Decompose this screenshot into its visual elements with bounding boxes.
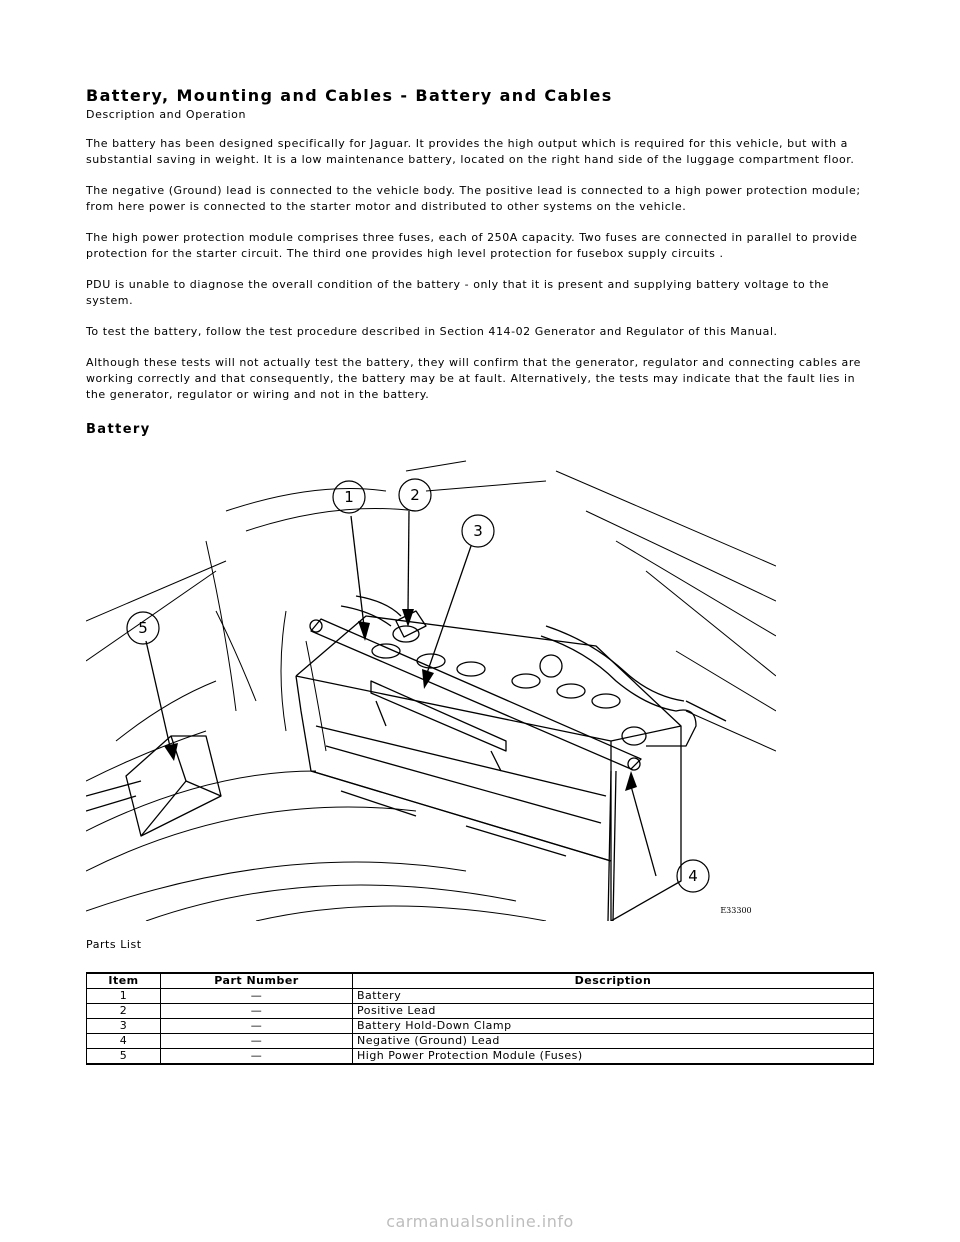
part-number-cell: — bbox=[161, 1004, 353, 1019]
callout-4: 4 bbox=[688, 867, 698, 885]
description-cell: Positive Lead bbox=[353, 1004, 874, 1019]
item-cell: 1 bbox=[87, 989, 161, 1004]
item-cell: 3 bbox=[87, 1019, 161, 1034]
table-header-row bbox=[87, 973, 874, 989]
paragraph-1: The battery has been designed specifically for Jaguar. It provides the high output which is required for this vehicle, but with a substantial saving in weight. It is a low maintenance battery, located on the right hand side of the luggage compartment floor. bbox=[86, 137, 855, 166]
paragraph-3: The high power protection module comprises three fuses, each of 250A capacity. Two fuses are connected in parallel to provide protection for the starter circuit. The third one provides high level protection for fusebox supply circuits . bbox=[86, 231, 858, 260]
item-cell: 5 bbox=[87, 1049, 161, 1065]
section-heading: Battery bbox=[86, 422, 151, 437]
header-item: Item bbox=[87, 973, 161, 989]
item-cell: 2 bbox=[87, 1004, 161, 1019]
page-subtitle: Description and Operation bbox=[86, 108, 247, 121]
description-cell: Battery bbox=[353, 989, 874, 1004]
description-cell: High Power Protection Module (Fuses) bbox=[353, 1049, 874, 1065]
watermark: carmanualsonline.info bbox=[386, 1212, 574, 1231]
header-part-number: Part Number bbox=[161, 973, 353, 989]
figure-code: E33300 bbox=[720, 906, 752, 915]
battery-body bbox=[296, 616, 681, 921]
paragraph-2: The negative (Ground) lead is connected to the vehicle body. The positive lead is connected to a high power protection module; from here power is connected to the starter motor and distributed to other systems on the vehicle. bbox=[86, 184, 861, 213]
parts-list-label: Parts List bbox=[86, 938, 142, 951]
item-cell: 4 bbox=[87, 1034, 161, 1049]
battery-illustration bbox=[86, 451, 776, 921]
manual-page bbox=[86, 86, 876, 1062]
header-description: Description bbox=[353, 973, 874, 989]
table-row bbox=[87, 989, 874, 1004]
part-number-cell: — bbox=[161, 989, 353, 1004]
page-title: Battery, Mounting and Cables - Battery and Cables bbox=[86, 86, 613, 105]
part-number-cell: — bbox=[161, 1049, 353, 1065]
background-contours bbox=[86, 461, 776, 921]
table-row bbox=[87, 1004, 874, 1019]
paragraph-4: PDU is unable to diagnose the overall condition of the battery - only that it is present and supplying battery voltage to the system. bbox=[86, 278, 830, 307]
parts-table bbox=[86, 972, 874, 1065]
paragraph-5: To test the battery, follow the test procedure described in Section 414-02 Generator and Regulator of this Manual. bbox=[86, 325, 778, 338]
hold-down-clamp bbox=[310, 619, 641, 921]
callout-1: 1 bbox=[344, 488, 354, 506]
paragraph-6: Although these tests will not actually test the battery, they will confirm that the generator, regulator and connecting cables are working correctly and that consequently, the battery may be at fault. Alternatively, the tests may indicate that the fault lies in the generator, regulator or wiring and not in the battery. bbox=[86, 356, 861, 401]
part-number-cell: — bbox=[161, 1034, 353, 1049]
table-row bbox=[87, 1049, 874, 1065]
table-row bbox=[87, 1019, 874, 1034]
part-number-cell: — bbox=[161, 1019, 353, 1034]
positive-lead bbox=[341, 596, 426, 642]
description-cell: Battery Hold-Down Clamp bbox=[353, 1019, 874, 1034]
callout-5: 5 bbox=[138, 619, 148, 637]
callout-2: 2 bbox=[410, 486, 420, 504]
callout-3: 3 bbox=[473, 522, 483, 540]
description-cell: Negative (Ground) Lead bbox=[353, 1034, 874, 1049]
table-row bbox=[87, 1034, 874, 1049]
